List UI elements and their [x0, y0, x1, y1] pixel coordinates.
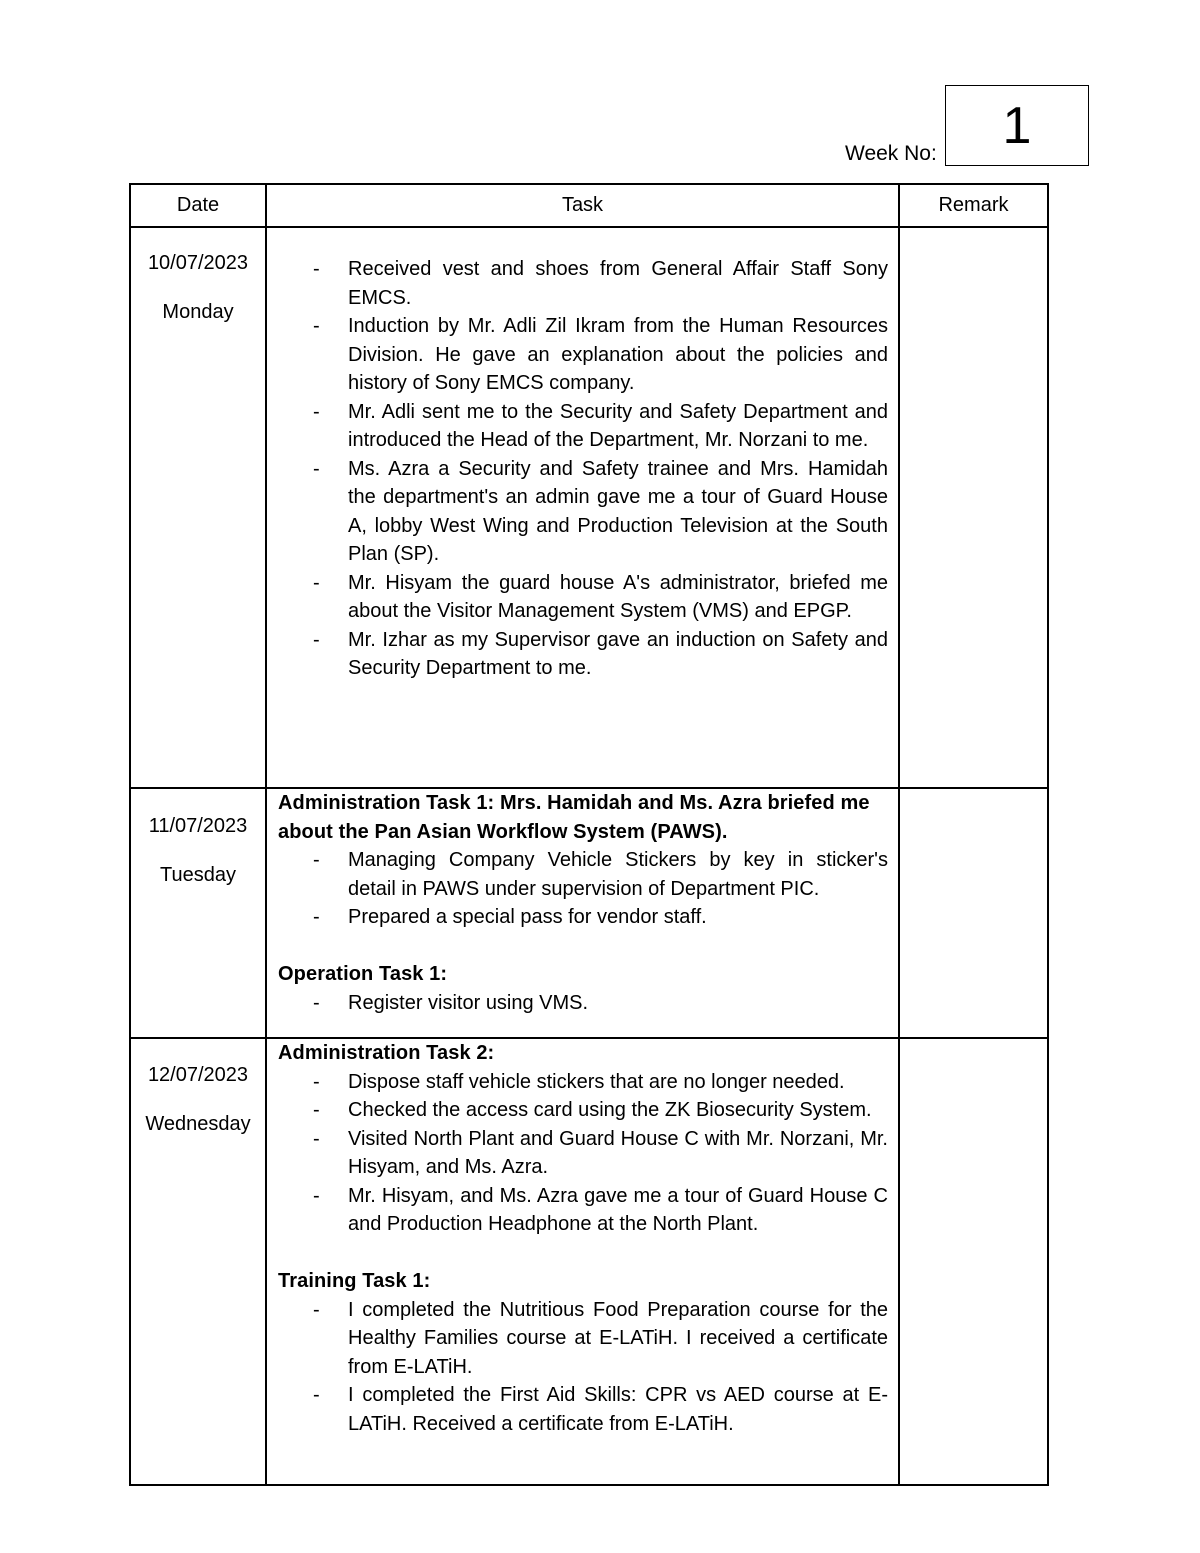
task-list	[278, 989, 888, 1018]
header-task: Task	[266, 184, 899, 227]
entry-date: 12/07/2023	[147, 1064, 249, 1086]
list-item: - Mr. Izhar as my Supervisor gave an induction on Safety and Security Department to me.	[313, 628, 888, 679]
task-heading: Administration Task 2:	[278, 1042, 495, 1064]
header-remark: Remark	[899, 184, 1048, 227]
task-list	[278, 255, 888, 683]
task-list	[278, 846, 888, 932]
week-number-box	[945, 85, 1089, 166]
task-item-text: Induction by Mr. Adli Zil Ikram from the Human Resources Division. He gave an explanation about the policies and history of Sony EMCS company.	[348, 315, 888, 394]
task-item-text: Checked the access card using the ZK Biosecurity System.	[348, 1099, 872, 1121]
task-item-text: I completed the Nutritious Food Preparation course for the Healthy Families course at E-LATiH. I received a certificate from E-LATiH.	[348, 1298, 888, 1378]
entry-day: Tuesday	[160, 864, 236, 886]
list-item: - Ms. Azra a Security and Safety trainee and Mrs. Hamidah the department's an admin gave me a tour of Guard House A, lobby West Wing and Production Television at the South Plan (SP).	[313, 457, 888, 565]
task-list	[278, 1296, 888, 1439]
task-item-text: Visited North Plant and Guard House C with Mr. Norzani, Mr. Hisyam, and Ms. Azra.	[348, 1127, 888, 1178]
list-item: - Dispose staff vehicle stickers that are no longer needed.	[313, 1070, 845, 1093]
header-date: Date	[130, 184, 266, 227]
entry-date: 11/07/2023	[148, 815, 248, 837]
task-cell	[266, 788, 899, 1038]
table-row	[130, 227, 1048, 788]
week-number-value: 1	[1002, 96, 1032, 155]
task-item-text: Dispose staff vehicle stickers that are no longer needed.	[348, 1070, 845, 1093]
task-heading: Operation Task 1:	[278, 963, 448, 985]
spacer	[278, 932, 888, 961]
task-cell	[266, 227, 899, 788]
list-item: - I completed the First Aid Skills: CPR vs AED course at E-LATiH. Received a certificate from E-LATiH.	[313, 1384, 888, 1435]
task-item-text: Mr. Hisyam the guard house A's administrator, briefed me about the Visitor Management System (VMS) and EPGP.	[348, 571, 888, 622]
list-item: - Register visitor using VMS.	[313, 991, 589, 1014]
remark-cell	[899, 788, 1048, 1038]
list-item: - Prepared a special pass for vendor staff.	[313, 906, 707, 928]
date-cell	[130, 227, 266, 788]
task-item-text: Received vest and shoes from General Affair Staff Sony EMCS.	[348, 258, 888, 309]
list-item: - Mr. Adli sent me to the Security and Safety Department and introduced the Head of the Department, Mr. Norzani to me.	[313, 400, 888, 451]
task-item-text: Ms. Azra a Security and Safety trainee and Mrs. Hamidah the department's an admin gave me a tour of Guard House A, lobby West Wing and Production Television at the South Plan (SP).	[348, 457, 888, 565]
task-item-text: Mr. Izhar as my Supervisor gave an induction on Safety and Security Department to me.	[348, 628, 888, 679]
remark-cell	[899, 227, 1048, 788]
task-list	[278, 1068, 888, 1239]
entry-day: Wednesday	[145, 1113, 251, 1135]
task-item-text: Managing Company Vehicle Stickers by key in sticker's detail in PAWS under supervision of Department PIC.	[348, 849, 888, 900]
date-cell	[130, 1038, 266, 1485]
task-item-text: Prepared a special pass for vendor staff.	[348, 906, 707, 928]
list-item: - Checked the access card using the ZK Biosecurity System.	[313, 1099, 872, 1121]
list-item: - Received vest and shoes from General Affair Staff Sony EMCS.	[313, 258, 888, 309]
spacer	[278, 1239, 888, 1268]
list-item: - I completed the Nutritious Food Preparation course for the Healthy Families course at E-LATiH. I received a certificate from E-LATiH.	[313, 1298, 888, 1378]
table-row	[130, 1038, 1048, 1485]
task-item-text: Mr. Hisyam, and Ms. Azra gave me a tour of Guard House C and Production Headphone at the North Plant.	[348, 1184, 888, 1235]
date-cell	[130, 788, 266, 1038]
table-row	[130, 788, 1048, 1038]
task-heading: Administration Task 1: Mrs. Hamidah and Ms. Azra briefed me about the Pan Asian Workflow System (PAWS).	[278, 792, 870, 843]
task-item-text: Mr. Adli sent me to the Security and Safety Department and introduced the Head of the Department, Mr. Norzani to me.	[348, 400, 888, 451]
entry-day: Monday	[162, 301, 234, 323]
table-header-row	[130, 184, 1048, 227]
task-item-text: I completed the First Aid Skills: CPR vs AED course at E-LATiH. Received a certificate from E-LATiH.	[348, 1384, 888, 1435]
week-number-label: Week No:	[845, 142, 937, 165]
task-item-text: Register visitor using VMS.	[348, 991, 589, 1014]
list-item: - Mr. Hisyam, and Ms. Azra gave me a tour of Guard House C and Production Headphone at the North Plant.	[313, 1184, 888, 1235]
remark-cell	[899, 1038, 1048, 1485]
list-item: - Mr. Hisyam the guard house A's administrator, briefed me about the Visitor Management System (VMS) and EPGP.	[313, 571, 888, 622]
weekly-log-table	[129, 183, 1049, 1486]
list-item: - Managing Company Vehicle Stickers by key in sticker's detail in PAWS under supervision of Department PIC.	[313, 849, 888, 900]
entry-date: 10/07/2023	[147, 252, 249, 274]
list-item: - Visited North Plant and Guard House C with Mr. Norzani, Mr. Hisyam, and Ms. Azra.	[313, 1127, 888, 1178]
task-cell	[266, 1038, 899, 1485]
list-item: - Induction by Mr. Adli Zil Ikram from the Human Resources Division. He gave an explanation about the policies and history of Sony EMCS company.	[313, 315, 888, 394]
task-heading: Training Task 1:	[278, 1270, 431, 1292]
